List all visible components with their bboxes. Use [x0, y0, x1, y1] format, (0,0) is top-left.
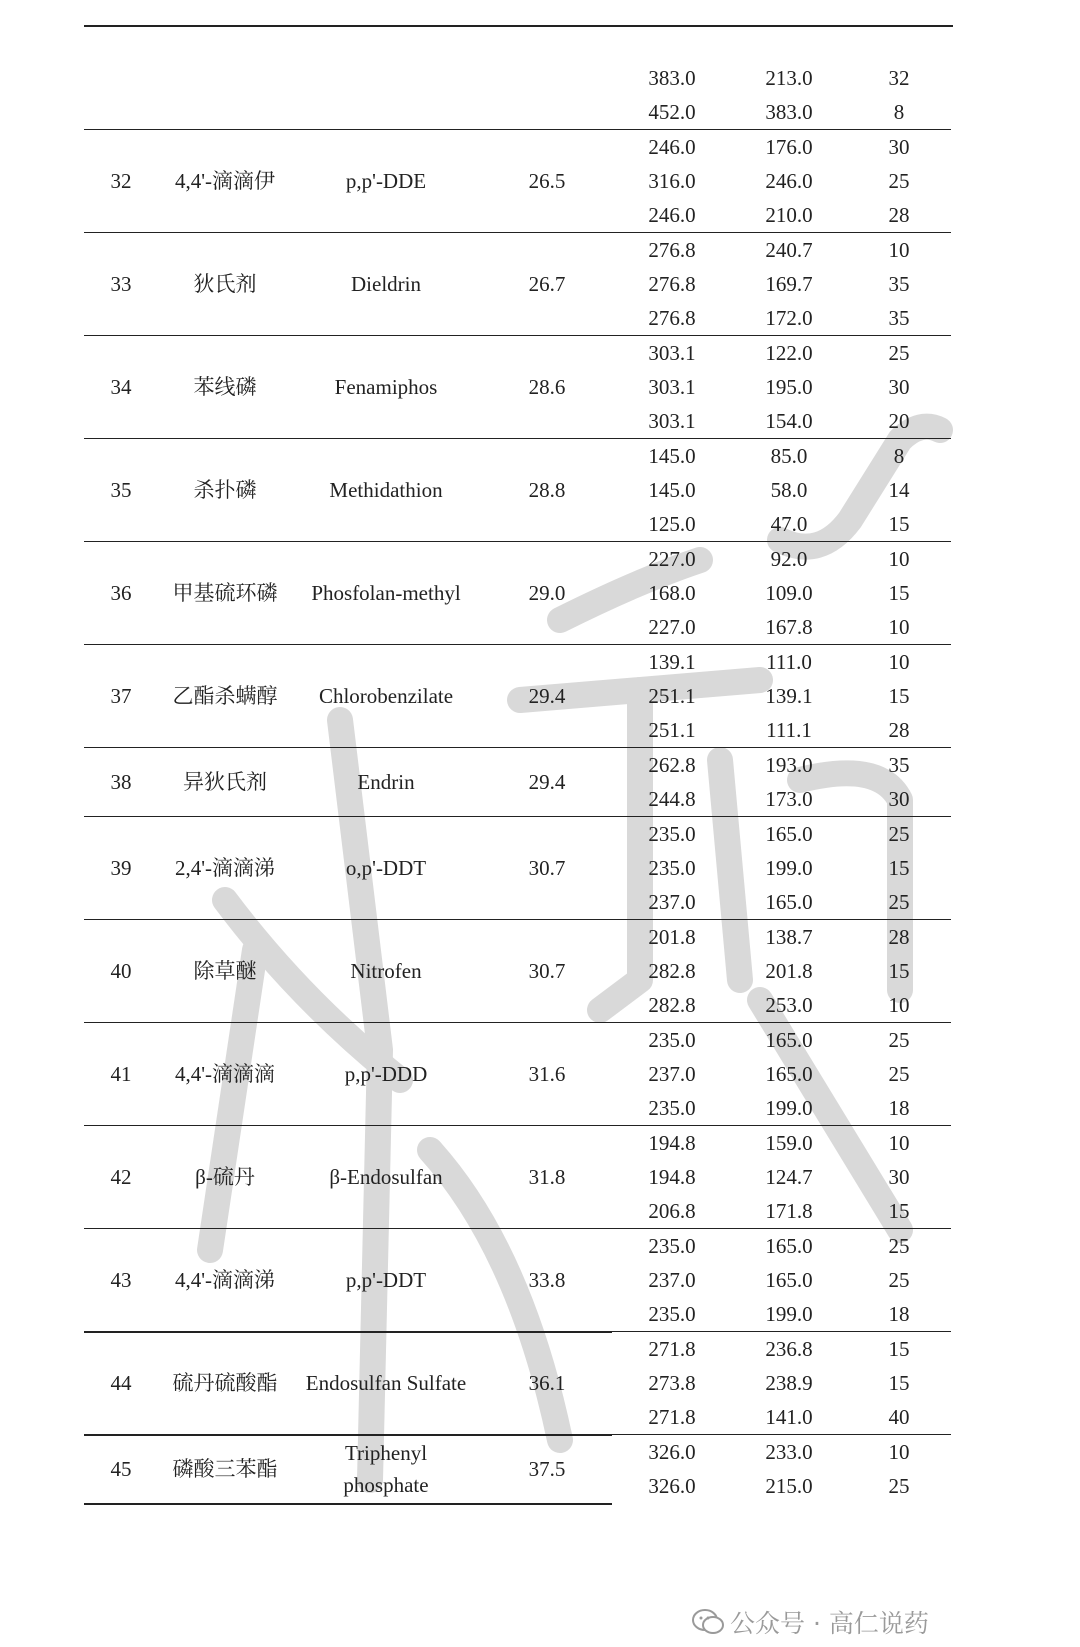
- product-ion-cell: 109.0: [765, 581, 813, 605]
- group-divider: [84, 232, 951, 233]
- collision-energy-cell: 35: [888, 272, 910, 296]
- collision-energy-cell: 15: [888, 959, 910, 983]
- collision-energy-cell: 18: [888, 1302, 910, 1326]
- retention-time-cell: 29.4: [528, 684, 566, 708]
- collision-energy-cell: 30: [888, 1165, 910, 1189]
- retention-time-cell: 26.5: [528, 169, 566, 193]
- table-bottom-rule: [84, 1503, 612, 1505]
- compound-number-cell: 44: [110, 1371, 132, 1395]
- precursor-ion-cell: 276.8: [648, 238, 696, 262]
- english-name-cell: Nitrofen: [350, 959, 422, 983]
- english-name-cell: Fenamiphos: [334, 375, 438, 399]
- collision-energy-cell: 30: [888, 135, 910, 159]
- collision-energy-cell: 25: [888, 341, 910, 365]
- english-name-cell: phosphate: [343, 1473, 429, 1497]
- retention-time-cell: 28.6: [528, 375, 566, 399]
- group-divider: [84, 816, 951, 817]
- retention-time-cell: 30.7: [528, 959, 566, 983]
- product-ion-cell: 210.0: [765, 203, 813, 227]
- precursor-ion-cell: 227.0: [648, 547, 696, 571]
- precursor-ion-cell: 282.8: [648, 993, 696, 1017]
- collision-energy-cell: 15: [888, 512, 910, 536]
- precursor-ion-cell: 246.0: [648, 203, 696, 227]
- retention-time-cell: 30.7: [528, 856, 566, 880]
- english-name-cell: β-Endosulfan: [329, 1165, 443, 1189]
- product-ion-cell: 246.0: [765, 169, 813, 193]
- precursor-ion-cell: 201.8: [648, 925, 696, 949]
- collision-energy-cell: 25: [888, 822, 910, 846]
- compound-number-cell: 36: [110, 581, 132, 605]
- collision-energy-cell: 15: [888, 1199, 910, 1223]
- collision-energy-cell: 10: [888, 993, 910, 1017]
- product-ion-cell: 165.0: [765, 1062, 813, 1086]
- retention-time-cell: 29.4: [528, 770, 566, 794]
- precursor-ion-cell: 235.0: [648, 822, 696, 846]
- collision-energy-cell: 15: [888, 856, 910, 880]
- group-divider-bold: [84, 1434, 612, 1436]
- chinese-name-cell: 乙酯杀螨醇: [172, 684, 278, 708]
- compound-number-cell: 45: [110, 1457, 132, 1481]
- chinese-name-cell: 4,4'-滴滴滴: [174, 1062, 276, 1086]
- precursor-ion-cell: 139.1: [648, 650, 696, 674]
- product-ion-cell: 199.0: [765, 1096, 813, 1120]
- collision-energy-cell: 25: [888, 169, 910, 193]
- retention-time-cell: 26.7: [528, 272, 566, 296]
- collision-energy-cell: 32: [888, 66, 910, 90]
- precursor-ion-cell: 235.0: [648, 856, 696, 880]
- product-ion-cell: 141.0: [765, 1405, 813, 1429]
- collision-energy-cell: 15: [888, 581, 910, 605]
- precursor-ion-cell: 227.0: [648, 615, 696, 639]
- collision-energy-cell: 25: [888, 890, 910, 914]
- table-top-rule: [84, 25, 953, 27]
- product-ion-cell: 165.0: [765, 1268, 813, 1292]
- precursor-ion-cell: 235.0: [648, 1302, 696, 1326]
- compound-number-cell: 37: [110, 684, 132, 708]
- precursor-ion-cell: 237.0: [648, 1268, 696, 1292]
- product-ion-cell: 167.8: [765, 615, 813, 639]
- group-divider: [84, 1228, 951, 1229]
- product-ion-cell: 138.7: [765, 925, 813, 949]
- collision-energy-cell: 25: [888, 1268, 910, 1292]
- retention-time-cell: 37.5: [528, 1457, 566, 1481]
- compound-number-cell: 34: [110, 375, 132, 399]
- precursor-ion-cell: 168.0: [648, 581, 696, 605]
- english-name-cell: Endrin: [357, 770, 415, 794]
- chinese-name-cell: 4,4'-滴滴伊: [174, 169, 276, 193]
- collision-energy-cell: 35: [888, 306, 910, 330]
- precursor-ion-cell: 125.0: [648, 512, 696, 536]
- collision-energy-cell: 10: [888, 238, 910, 262]
- collision-energy-cell: 10: [888, 547, 910, 571]
- product-ion-cell: 253.0: [765, 993, 813, 1017]
- collision-energy-cell: 35: [888, 753, 910, 777]
- retention-time-cell: 31.8: [528, 1165, 566, 1189]
- group-divider: [84, 129, 951, 130]
- precursor-ion-cell: 235.0: [648, 1096, 696, 1120]
- chinese-name-cell: 杀扑磷: [193, 478, 257, 502]
- precursor-ion-cell: 316.0: [648, 169, 696, 193]
- collision-energy-cell: 8: [893, 100, 905, 124]
- retention-time-cell: 28.8: [528, 478, 566, 502]
- product-ion-cell: 236.8: [765, 1337, 813, 1361]
- group-divider: [612, 1331, 951, 1332]
- retention-time-cell: 31.6: [528, 1062, 566, 1086]
- compound-number-cell: 35: [110, 478, 132, 502]
- collision-energy-cell: 8: [893, 444, 905, 468]
- english-name-cell: p,p'-DDE: [345, 169, 427, 193]
- english-name-cell: p,p'-DDT: [345, 1268, 427, 1292]
- chinese-name-cell: 2,4'-滴滴涕: [174, 856, 276, 880]
- product-ion-cell: 58.0: [770, 478, 808, 502]
- compound-number-cell: 41: [110, 1062, 132, 1086]
- compound-number-cell: 39: [110, 856, 132, 880]
- product-ion-cell: 165.0: [765, 890, 813, 914]
- collision-energy-cell: 25: [888, 1474, 910, 1498]
- group-divider: [84, 335, 951, 336]
- english-name-cell: Phosfolan-methyl: [311, 581, 461, 605]
- collision-energy-cell: 15: [888, 684, 910, 708]
- collision-energy-cell: 18: [888, 1096, 910, 1120]
- retention-time-cell: 36.1: [528, 1371, 566, 1395]
- collision-energy-cell: 15: [888, 1371, 910, 1395]
- precursor-ion-cell: 145.0: [648, 444, 696, 468]
- group-divider: [612, 1434, 951, 1435]
- chinese-name-cell: 4,4'-滴滴涕: [174, 1268, 276, 1292]
- chinese-name-cell: 狄氏剂: [193, 272, 257, 296]
- precursor-ion-cell: 246.0: [648, 135, 696, 159]
- product-ion-cell: 173.0: [765, 787, 813, 811]
- precursor-ion-cell: 271.8: [648, 1337, 696, 1361]
- product-ion-cell: 139.1: [765, 684, 813, 708]
- group-divider: [84, 1022, 951, 1023]
- product-ion-cell: 47.0: [770, 512, 808, 536]
- precursor-ion-cell: 383.0: [648, 66, 696, 90]
- chinese-name-cell: 磷酸三苯酯: [172, 1457, 278, 1481]
- retention-time-cell: 33.8: [528, 1268, 566, 1292]
- precursor-ion-cell: 303.1: [648, 375, 696, 399]
- wechat-icon: [692, 1608, 724, 1636]
- product-ion-cell: 165.0: [765, 1234, 813, 1258]
- precursor-ion-cell: 194.8: [648, 1131, 696, 1155]
- group-divider: [84, 644, 951, 645]
- product-ion-cell: 233.0: [765, 1440, 813, 1464]
- collision-energy-cell: 14: [888, 478, 910, 502]
- collision-energy-cell: 10: [888, 1440, 910, 1464]
- precursor-ion-cell: 452.0: [648, 100, 696, 124]
- english-name-cell: Triphenyl: [344, 1441, 428, 1465]
- product-ion-cell: 165.0: [765, 1028, 813, 1052]
- group-divider: [84, 747, 951, 748]
- precursor-ion-cell: 282.8: [648, 959, 696, 983]
- precursor-ion-cell: 145.0: [648, 478, 696, 502]
- collision-energy-cell: 30: [888, 787, 910, 811]
- chinese-name-cell: 甲基硫环磷: [172, 581, 278, 605]
- precursor-ion-cell: 251.1: [648, 684, 696, 708]
- collision-energy-cell: 15: [888, 1337, 910, 1361]
- product-ion-cell: 215.0: [765, 1474, 813, 1498]
- english-name-cell: p,p'-DDD: [344, 1062, 428, 1086]
- compound-number-cell: 38: [110, 770, 132, 794]
- precursor-ion-cell: 235.0: [648, 1234, 696, 1258]
- compound-number-cell: 43: [110, 1268, 132, 1292]
- collision-energy-cell: 10: [888, 650, 910, 674]
- compound-number-cell: 32: [110, 169, 132, 193]
- precursor-ion-cell: 326.0: [648, 1474, 696, 1498]
- english-name-cell: Dieldrin: [351, 272, 421, 296]
- precursor-ion-cell: 235.0: [648, 1028, 696, 1052]
- english-name-cell: o,p'-DDT: [345, 856, 427, 880]
- precursor-ion-cell: 303.1: [648, 409, 696, 433]
- product-ion-cell: 201.8: [765, 959, 813, 983]
- precursor-ion-cell: 271.8: [648, 1405, 696, 1429]
- product-ion-cell: 169.7: [765, 272, 813, 296]
- precursor-ion-cell: 251.1: [648, 718, 696, 742]
- product-ion-cell: 165.0: [765, 822, 813, 846]
- product-ion-cell: 199.0: [765, 856, 813, 880]
- product-ion-cell: 213.0: [765, 66, 813, 90]
- precursor-ion-cell: 206.8: [648, 1199, 696, 1223]
- chinese-name-cell: β-硫丹: [195, 1165, 255, 1189]
- group-divider: [84, 919, 951, 920]
- watermark-text: 公众号 · 高仁说药: [730, 1609, 929, 1638]
- group-divider: [84, 438, 951, 439]
- collision-energy-cell: 10: [888, 615, 910, 639]
- collision-energy-cell: 25: [888, 1028, 910, 1052]
- collision-energy-cell: 10: [888, 1131, 910, 1155]
- product-ion-cell: 193.0: [765, 753, 813, 777]
- collision-energy-cell: 25: [888, 1234, 910, 1258]
- group-divider: [84, 541, 951, 542]
- product-ion-cell: 172.0: [765, 306, 813, 330]
- product-ion-cell: 111.0: [766, 650, 812, 674]
- product-ion-cell: 111.1: [766, 718, 812, 742]
- product-ion-cell: 171.8: [765, 1199, 813, 1223]
- precursor-ion-cell: 276.8: [648, 306, 696, 330]
- collision-energy-cell: 40: [888, 1405, 910, 1429]
- product-ion-cell: 92.0: [770, 547, 808, 571]
- group-divider-bold: [84, 1331, 612, 1333]
- english-name-cell: Chlorobenzilate: [318, 684, 454, 708]
- precursor-ion-cell: 273.8: [648, 1371, 696, 1395]
- precursor-ion-cell: 326.0: [648, 1440, 696, 1464]
- english-name-cell: Endosulfan Sulfate: [305, 1371, 467, 1395]
- compound-number-cell: 40: [110, 959, 132, 983]
- precursor-ion-cell: 244.8: [648, 787, 696, 811]
- compound-number-cell: 42: [110, 1165, 132, 1189]
- product-ion-cell: 85.0: [770, 444, 808, 468]
- product-ion-cell: 238.9: [765, 1371, 813, 1395]
- chinese-name-cell: 苯线磷: [193, 375, 257, 399]
- product-ion-cell: 240.7: [765, 238, 813, 262]
- product-ion-cell: 383.0: [765, 100, 813, 124]
- precursor-ion-cell: 262.8: [648, 753, 696, 777]
- product-ion-cell: 122.0: [765, 341, 813, 365]
- collision-energy-cell: 20: [888, 409, 910, 433]
- collision-energy-cell: 28: [888, 925, 910, 949]
- precursor-ion-cell: 237.0: [648, 890, 696, 914]
- product-ion-cell: 199.0: [765, 1302, 813, 1326]
- retention-time-cell: 29.0: [528, 581, 566, 605]
- collision-energy-cell: 28: [888, 203, 910, 227]
- product-ion-cell: 195.0: [765, 375, 813, 399]
- compound-number-cell: 33: [110, 272, 132, 296]
- collision-energy-cell: 28: [888, 718, 910, 742]
- precursor-ion-cell: 194.8: [648, 1165, 696, 1189]
- precursor-ion-cell: 303.1: [648, 341, 696, 365]
- english-name-cell: Methidathion: [329, 478, 443, 502]
- group-divider: [84, 1125, 951, 1126]
- chinese-name-cell: 硫丹硫酸酯: [172, 1371, 278, 1395]
- product-ion-cell: 124.7: [765, 1165, 813, 1189]
- collision-energy-cell: 30: [888, 375, 910, 399]
- product-ion-cell: 176.0: [765, 135, 813, 159]
- product-ion-cell: 154.0: [765, 409, 813, 433]
- chinese-name-cell: 异狄氏剂: [183, 770, 267, 794]
- precursor-ion-cell: 237.0: [648, 1062, 696, 1086]
- precursor-ion-cell: 276.8: [648, 272, 696, 296]
- collision-energy-cell: 25: [888, 1062, 910, 1086]
- chinese-name-cell: 除草醚: [193, 959, 257, 983]
- product-ion-cell: 159.0: [765, 1131, 813, 1155]
